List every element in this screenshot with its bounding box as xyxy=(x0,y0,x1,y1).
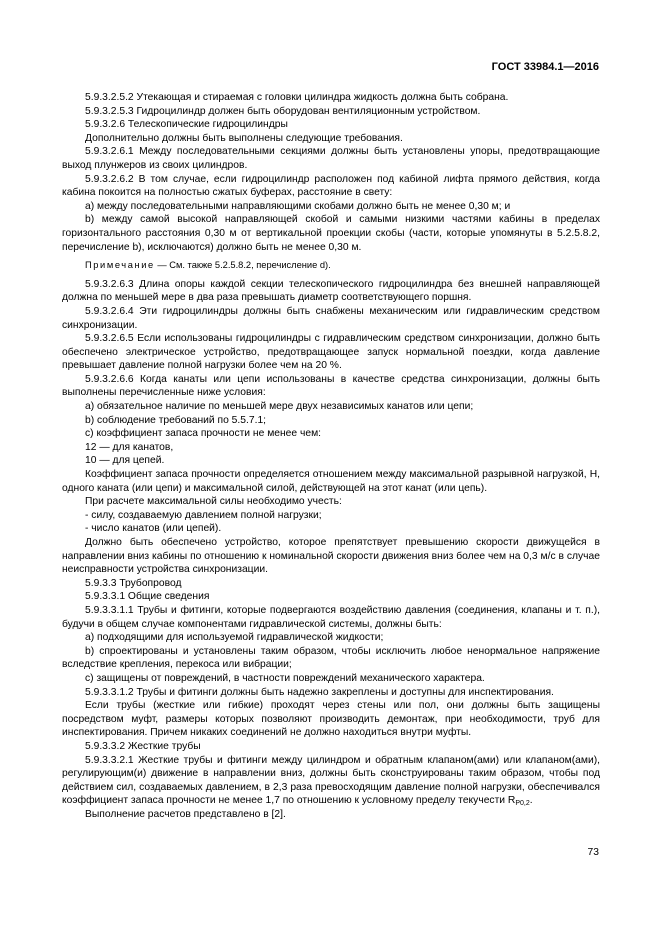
paragraph: При расчете максимальной силы необходимо учесть: xyxy=(85,496,342,508)
paragraph-text: 5.9.3.3.2.1 Жесткие трубы и фитинги между цилиндром и обратным клапаном(ами) или клапаном(ами), регулирующим(и) движение в направлении вниз, должны быть сконструированы таким образом, чтобы под действием сил, создаваемых давлением, в 2,3 раза превосходящим давление полной нагрузки, обеспечивался коэффициент запаса прочности не менее 1,7 по отношению к условному пределу текучести R xyxy=(62,754,600,807)
list-item: - силу, создаваемую давлением полной нагрузки; xyxy=(85,509,322,521)
list-item: 12 — для канатов, xyxy=(85,441,174,453)
subscript: P0,2 xyxy=(515,800,530,808)
paragraph xyxy=(62,754,600,808)
page-number: 73 xyxy=(587,847,599,858)
paragraph: 5.9.3.2.6.2 В том случае, если гидроцилиндр расположен под кабиной лифта прямого действия, когда кабина покоится на полностью сжатых буферах, расстояние в свету: xyxy=(62,173,600,199)
list-item: - число канатов (или цепей). xyxy=(85,523,222,535)
document-header: ГОСТ 33984.1—2016 xyxy=(491,61,599,73)
paragraph: Коэффициент запаса прочности определяется отношением между максимальной разрывной нагрузкой, Н, одного каната (или цепи) и максимальной силой, действующей на этот канат (или цепь). xyxy=(62,469,600,494)
paragraph: Дополнительно должны быть выполнены следующие требования. xyxy=(85,132,403,144)
paragraph: 5.9.3.2.5.2 Утекающая и стираемая с головки цилиндра жидкость должна быть собрана. xyxy=(85,92,509,103)
list-item: a) обязательное наличие по меньшей мере двух независимых канатов или цепи; xyxy=(85,401,474,413)
note xyxy=(62,259,600,273)
paragraph: 5.9.3.3.1.2 Трубы и фитинги должны быть надежно закреплены и доступны для инспектирования. xyxy=(85,686,554,698)
list-item: 10 — для цепей. xyxy=(85,455,165,467)
paragraph: Выполнение расчетов представлено в [2]. xyxy=(85,808,286,820)
paragraph: 5.9.3.2.6.3 Длина опоры каждой секции телескопического гидроцилиндра без внешней направляющей должна по меньшей мере в два раза превышать диаметр соответствующего поршня. xyxy=(62,278,600,304)
paragraph: 5.9.3.2.6.1 Между последовательными секциями должны быть установлены упоры, предотвращающие выход плунжеров из своих цилиндров. xyxy=(62,146,600,171)
list-item: c) коэффициент запаса прочности не менее чем: xyxy=(85,428,322,440)
note-text: — См. также 5.2.5.8.2, перечисление d). xyxy=(154,260,331,271)
section-heading: 5.9.3.3.2 Жесткие трубы xyxy=(85,740,201,752)
paragraph: 5.9.3.2.5.3 Гидроцилиндр должен быть оборудован вентиляционным устройством. xyxy=(85,105,481,117)
list-item: b) между самой высокой направляющей скобой и самыми низкими частями кабины в пределах горизонтального расстояния 0,30 м от вертикальной проекции скобы (части, которые упомянуты в 5.2.5.8.2, перечисление b), исключаются) должно быть не менее 0,30 м. xyxy=(62,214,600,253)
paragraph-end: . xyxy=(529,795,533,807)
paragraph: 5.9.3.2.6.5 Если использованы гидроцилиндры с гидравлическим средством синхронизации, должно быть обеспечено электрическое устройство, предотвращающее запуск нормальной поездки, когда давление превышает давление полной нагрузки более чем на 20 %. xyxy=(62,333,600,372)
paragraph: 5.9.3.3.1.1 Трубы и фитинги, которые подвергаются воздействию давления (соединения, клапаны и т. п.), будучи в общем случае компонентами гидравлической системы, должны быть: xyxy=(62,604,600,630)
list-item: a) между последовательными направляющими скобами должно быть не менее 0,30 м; и xyxy=(85,200,511,212)
document-body xyxy=(62,91,600,821)
section-heading: 5.9.3.3 Трубопровод xyxy=(85,577,182,589)
paragraph: Должно быть обеспечено устройство, которое препятствует превышению скорости движущейся в направлении вниз кабины по отношению к номинальной скорости движения вниз более чем на 0,3 м/с в случае неисправности устройства синхронизации. xyxy=(62,537,600,576)
list-item: b) спроектированы и установлены таким образом, чтобы исключить любое ненормальное напряжение вследствие крепления, перекоса или вибрации; xyxy=(62,645,600,671)
list-item: b) соблюдение требований по 5.5.7.1; xyxy=(85,414,267,426)
list-item: c) защищены от повреждений, в частности повреждений механического характера. xyxy=(85,672,485,684)
list-item: a) подходящими для используемой гидравлической жидкости; xyxy=(85,632,384,644)
section-heading: 5.9.3.3.1 Общие сведения xyxy=(85,591,210,603)
paragraph: 5.9.3.2.6.6 Когда канаты или цепи использованы в качестве средства синхронизации, должны быть выполнены перечисленные ниже условия: xyxy=(62,373,600,399)
paragraph: Если трубы (жесткие или гибкие) проходят через стены или пол, они должны быть защищены посредством муфт, размеры которых позволяют производить демонтаж, при необходимости, труб для инспектирования. Причем никаких соединений не должно находиться внутри муфты. xyxy=(62,700,600,739)
section-heading: 5.9.3.2.6 Телескопические гидроцилиндры xyxy=(85,119,288,131)
paragraph: 5.9.3.2.6.4 Эти гидроцилиндры должны быть снабжены механическим или гидравлическим средством синхронизации. xyxy=(62,305,600,331)
note-label: Примечание xyxy=(85,260,155,271)
